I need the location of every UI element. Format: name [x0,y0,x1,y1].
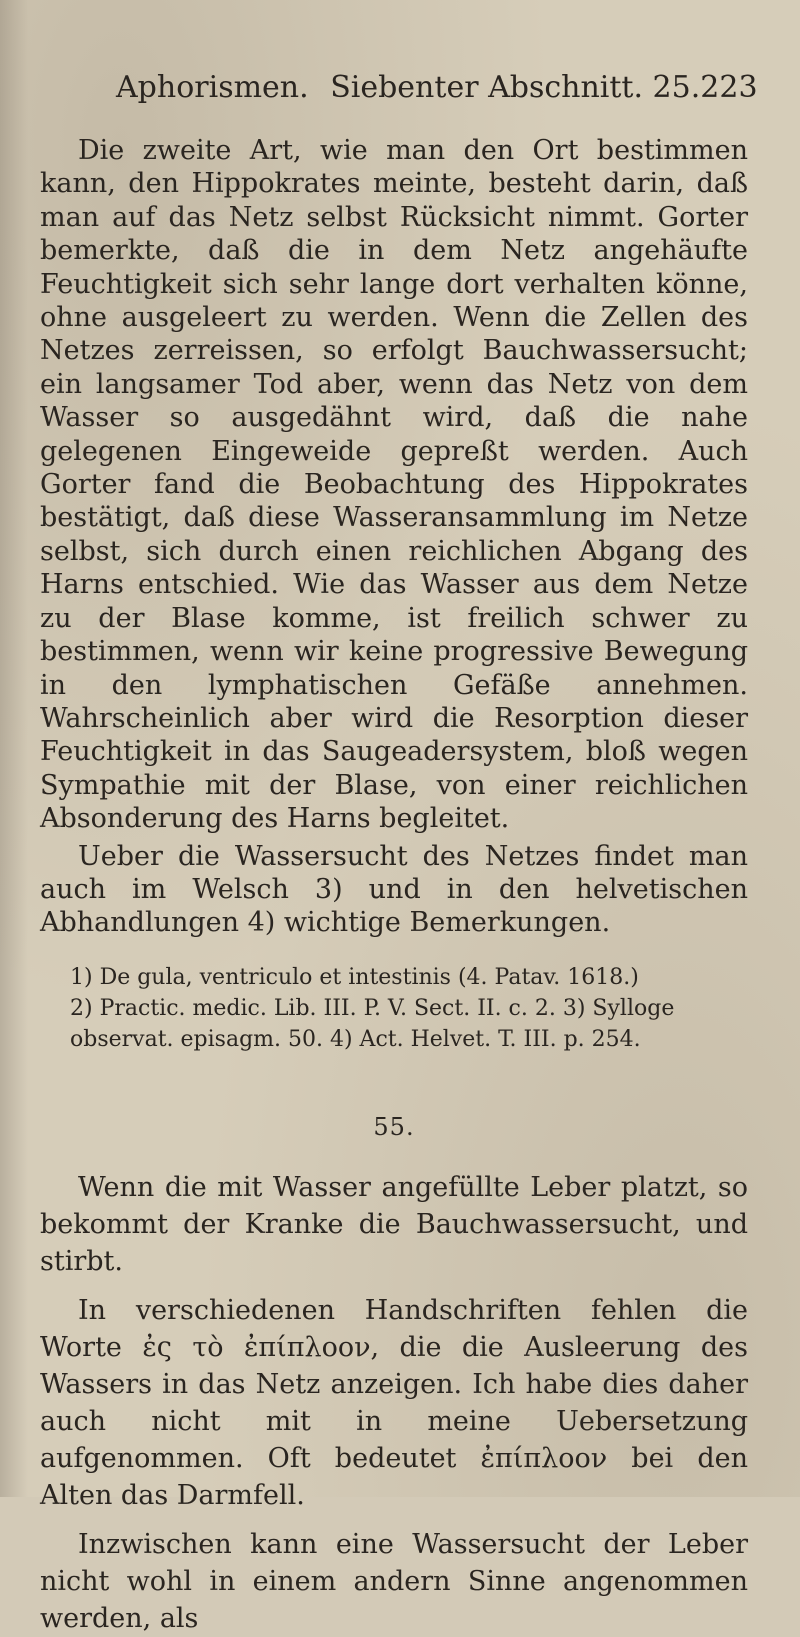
aphorism-number: 55. [373,1112,415,1141]
paragraph: Ueber die Wassersucht des Netzes findet man auch im Welsch 3) und in den helvetischen Abhandlungen 4) wichtige Bemerkungen. [40,840,748,939]
paragraph: Inzwischen kann eine Wassersucht der Leber nicht wohl in einem andern Sinne angenommen werden, als [40,1528,748,1634]
paragraph: Wenn die mit Wasser angefüllte Leber platzt, so bekommt der Kranke die Bauchwassersucht, und stirbt. [40,1171,748,1277]
aphorism-text [40,1169,748,1637]
page-number: 223 [700,70,758,105]
header-section-title: Aphorismen. [116,70,309,105]
header-chapter-title: Siebenter Abschnitt. 25. [330,70,701,105]
footnotes [40,962,748,1055]
paragraph: In verschiedenen Handschriften fehlen die Worte ἐς τὸ ἐπίπλοον, die die Ausleerung des Wassers in das Netz anzeigen. Ich habe dies daher auch nicht mit in meine Uebersetzung aufgenommen. Oft bedeutet ἐπίπλοον bei den Alten das Darmfell. [40,1294,748,1511]
main-text [40,134,748,940]
paragraph: Die zweite Art, wie man den Ort bestimmen kann, den Hippokrates meinte, besteht darin, daß man auf das Netz selbst Rücksicht nimmt. Gorter bemerkte, daß die in dem Netz angehäufte Feuchtigkeit sich sehr lange dort verhalten könne, ohne ausgeleert zu werden. Wenn die Zellen des Netzes zerreissen, so erfolgt Bauchwassersucht; ein langsamer Tod aber, wenn das Netz von dem Wasser so ausgedähnt wird, daß die nahe gelegenen Eingeweide gepreßt werden. Auch Gorter fand die Beobachtung des Hippokrates bestätigt, daß diese Wasseransammlung im Netze selbst, sich durch einen reichlichen Abgang des Harns entschied. Wie das Wasser aus dem Netze zu der Blase komme, ist freilich schwer zu bestimmen, wenn wir keine progressive Bewegung in den lymphatischen Gefäße annehmen. Wahrscheinlich aber wird die Resorption dieser Feuchtigkeit in das Saugeadersystem, bloß wegen Sympathie mit der Blase, von einer reichlichen Absonderung des Harns begleitet. [40,135,748,835]
footnote: 2) Practic. medic. Lib. III. P. V. Sect. II. c. 2. 3) Sylloge observat. episagm. 50. 4) Act. Helvet. T. III. p. 254. [70,995,675,1052]
footnote: 1) De gula, ventriculo et intestinis (4. Patav. 1618.) [70,964,639,990]
running-header [40,58,758,118]
